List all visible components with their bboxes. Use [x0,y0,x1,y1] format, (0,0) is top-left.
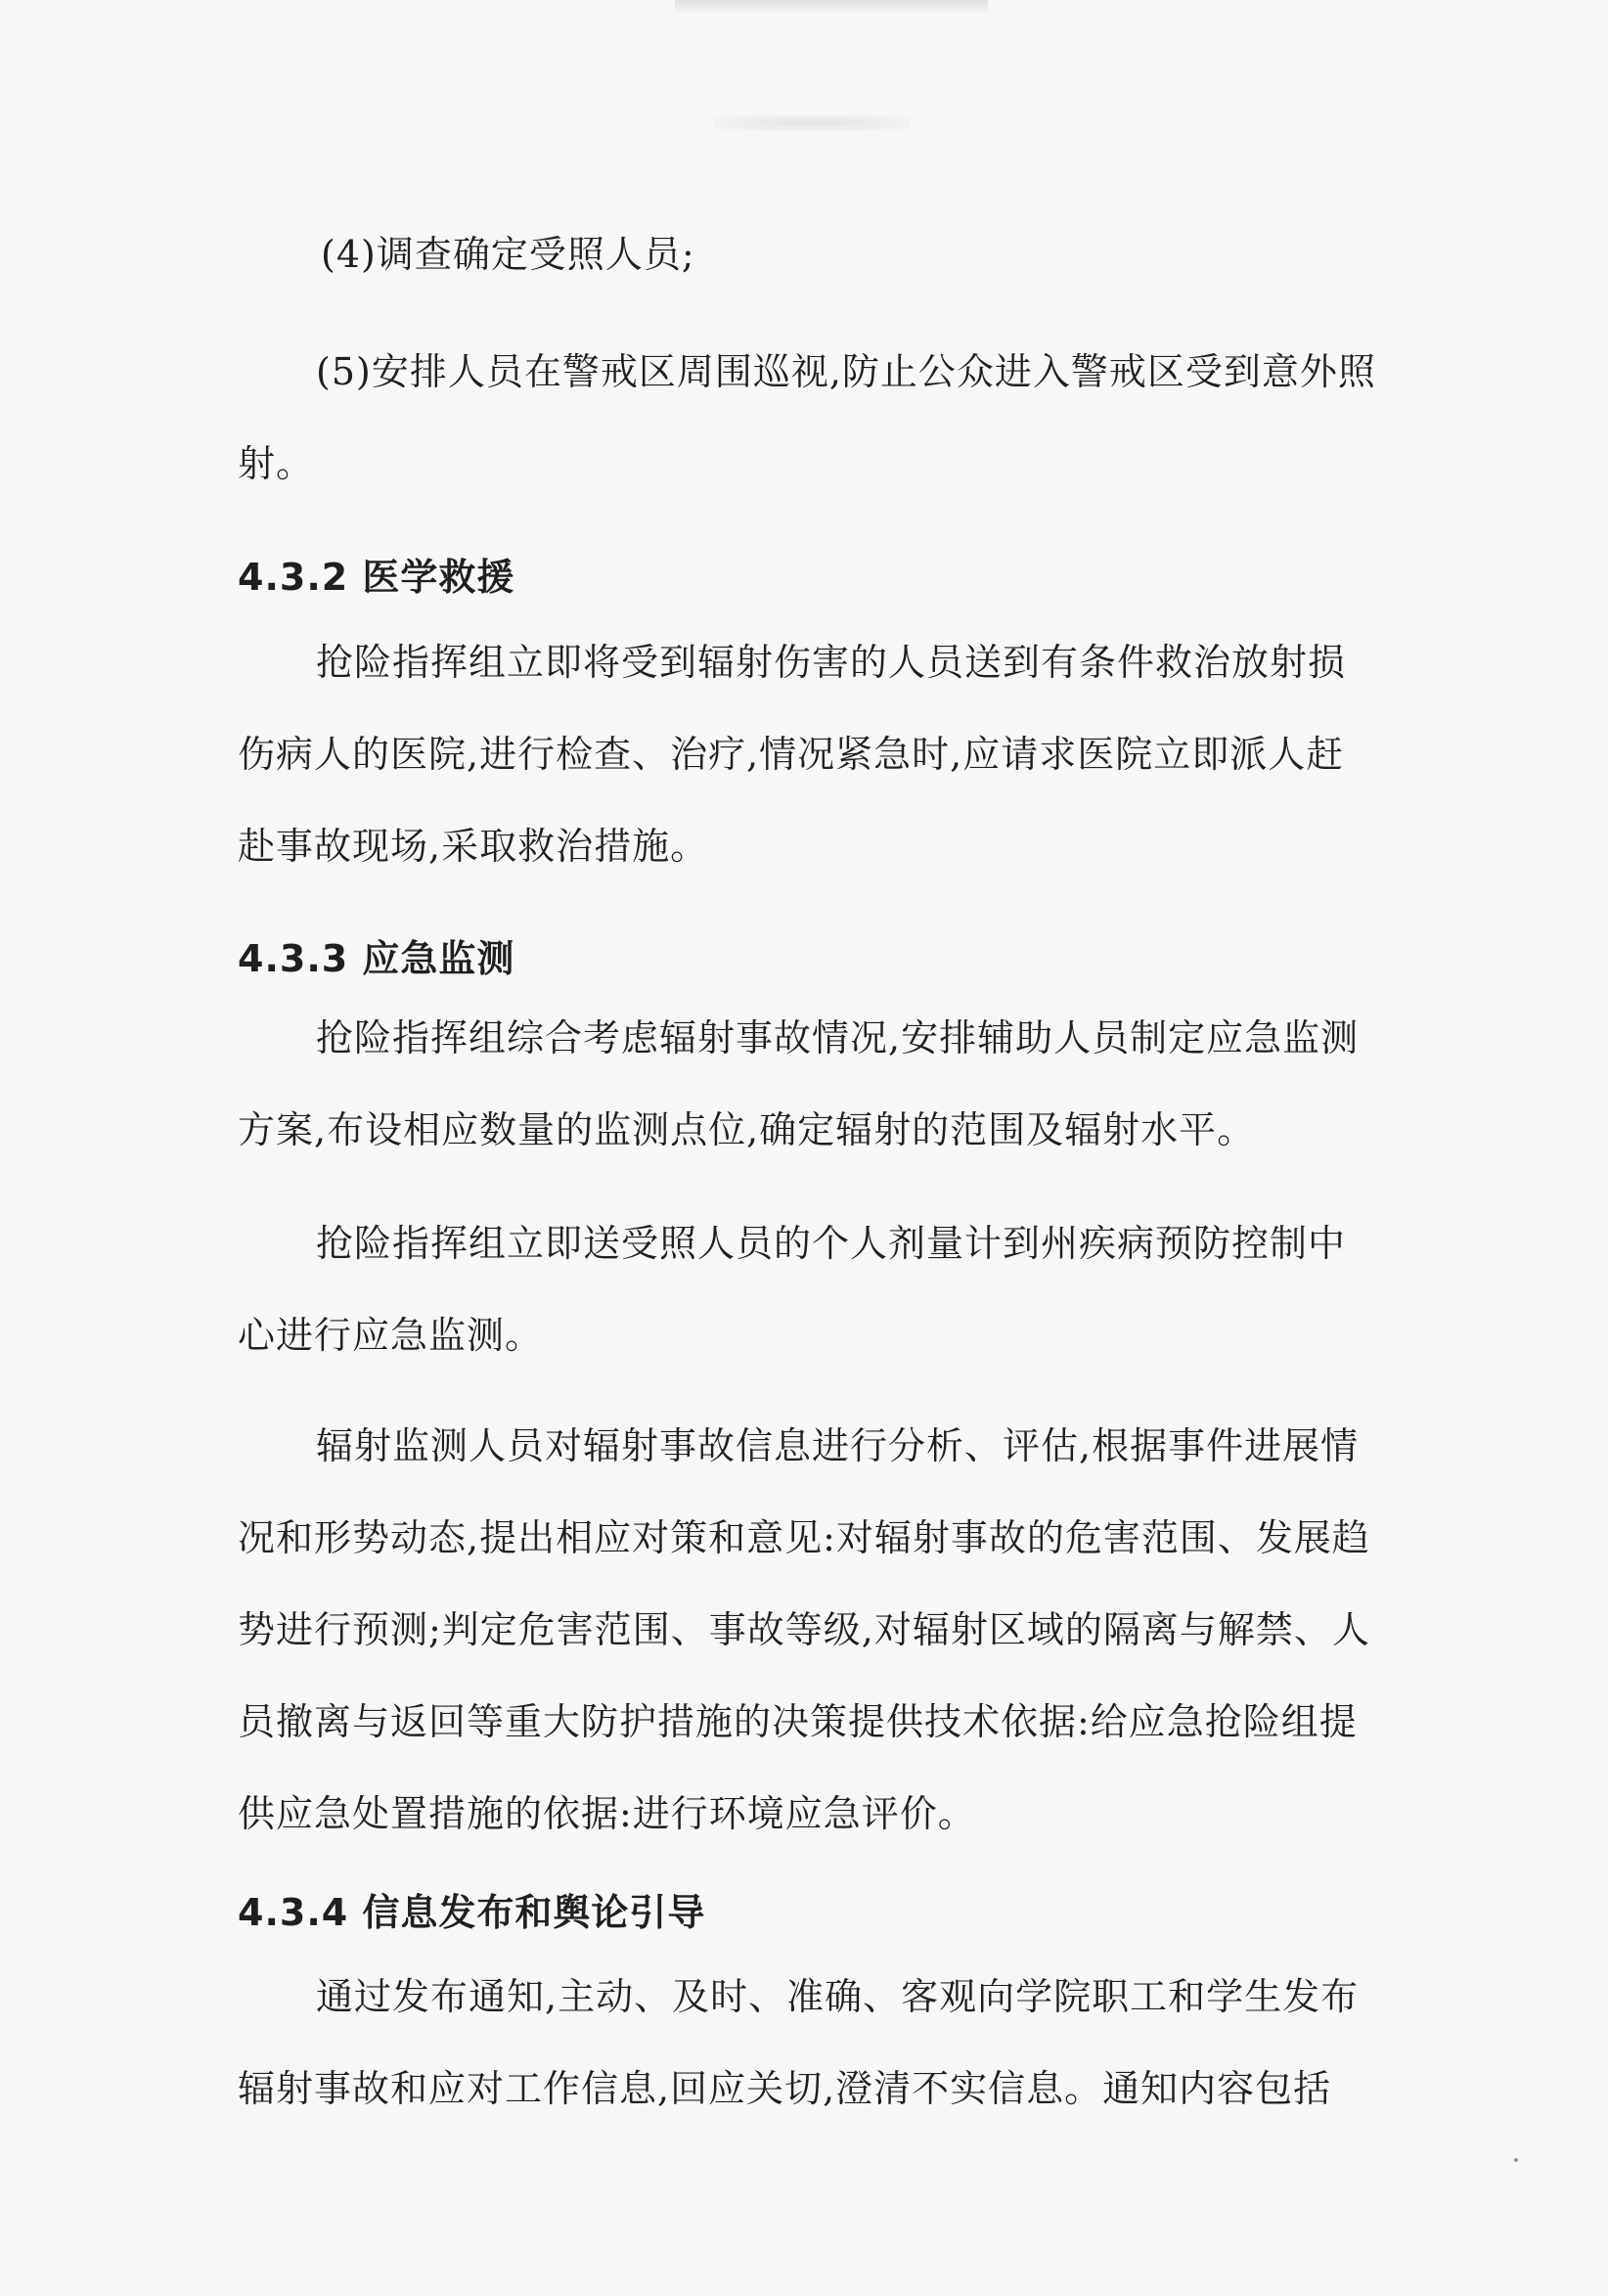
paragraph-monitoring-plan [238,992,1382,1176]
section-heading-4-3-3: 4.3.3 应急监测 [238,937,515,980]
paragraph-item-5-text: (5)安排人员在警戒区周围巡视,防止公众进入警戒区受到意外照射。 [238,350,1376,485]
section-heading-4-3-4: 4.3.4 信息发布和舆论引导 [238,1891,706,1934]
paragraph-analysis [238,1400,1382,1860]
section-heading-4-3-2: 4.3.2 医学救援 [238,556,515,599]
paragraph-monitoring-plan-text: 抢险指挥组综合考虑辐射事故情况,安排辅助人员制定应急监测方案,布设相应数量的监测点位,确定辐射的范围及辐射水平。 [238,1016,1360,1151]
paragraph-dosimeter [238,1197,1382,1381]
paragraph-info-release-text: 通过发布通知,主动、及时、准确、客观向学院职工和学生发布辐射事故和应对工作信息,回应关切,澄清不实信息。通知内容包括 [238,1975,1360,2110]
paragraph-item-4-text: (4)调查确定受照人员; [321,233,695,276]
paragraph-dosimeter-text: 抢险指挥组立即送受照人员的个人剂量计到州疾病预防控制中心进行应急监测。 [238,1222,1347,1357]
paragraph-item-4 [321,208,1465,300]
paragraph-medical-rescue [238,616,1382,892]
paragraph-medical-rescue-text: 抢险指挥组立即将受到辐射伤害的人员送到有条件救治放射损伤病人的医院,进行检查、治疗,情况紧急时,应请求医院立即派人赶赴事故现场,采取救治措施。 [238,641,1347,868]
paragraph-info-release [238,1951,1382,2135]
paragraph-item-5 [238,326,1382,510]
paragraph-analysis-text: 辐射监测人员对辐射事故信息进行分析、评估,根据事件进展情况和形势动态,提出相应对策和意见:对辐射事故的危害范围、发展趋势进行预测;判定危害范围、事故等级,对辐射区域的隔离与解禁、人员撤离与返回等重大防护措施的决策提供技术依据:给应急抢险组提供应急处置措施的依据:进行环境应急评价。 [238,1424,1370,1835]
